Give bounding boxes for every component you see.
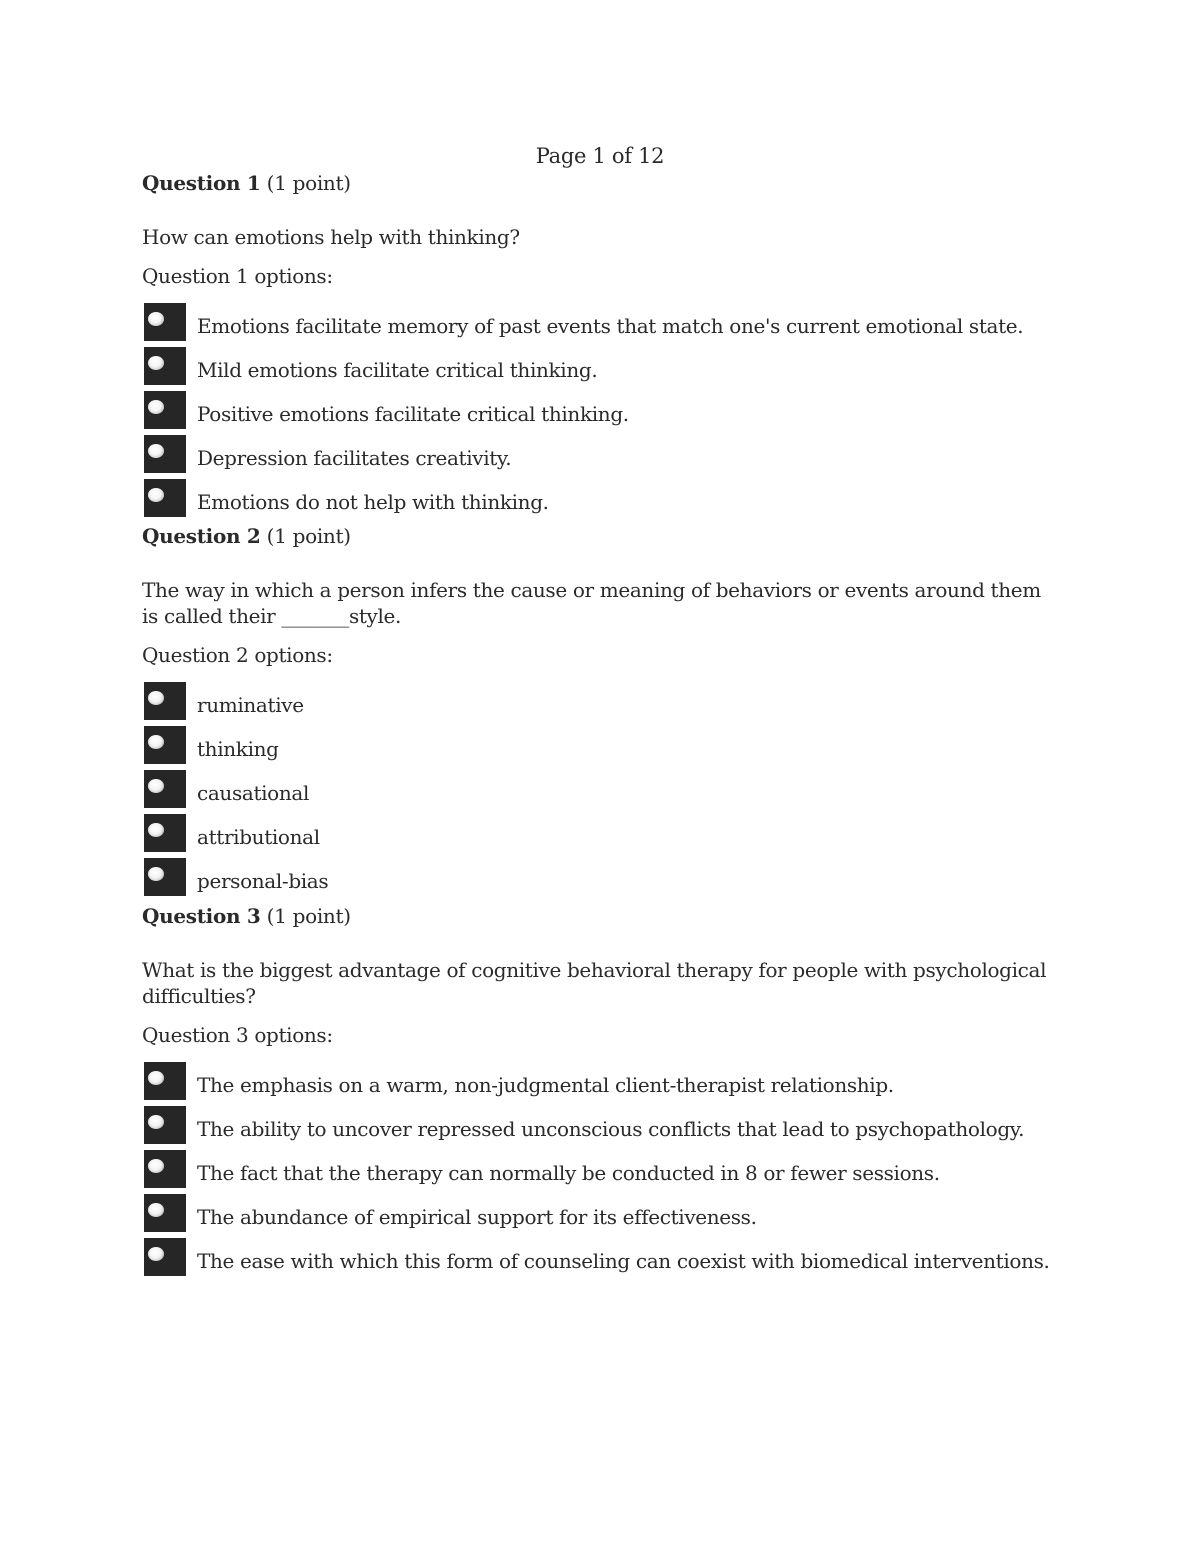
option-label: causational [197, 781, 310, 805]
radio-button[interactable] [144, 303, 186, 341]
radio-button[interactable] [144, 858, 186, 896]
radio-button[interactable] [144, 1106, 186, 1144]
page-number: Page 1 of 12 [535, 144, 665, 168]
radio-button[interactable] [144, 391, 186, 429]
question-title: Question 3 [142, 904, 261, 928]
question-title: Question 1 [142, 171, 261, 195]
radio-dot-icon [148, 488, 164, 502]
question-points: (1 point) [266, 171, 351, 195]
question-heading [142, 170, 1062, 196]
option-label: Emotions do not help with thinking. [197, 490, 549, 514]
radio-button[interactable] [144, 1062, 186, 1100]
question-text: How can emotions help with thinking? [142, 225, 520, 249]
option-label: The fact that the therapy can normally be conducted in 8 or fewer sessions. [197, 1161, 940, 1185]
radio-dot-icon [148, 735, 164, 749]
options-label: Question 3 options: [142, 1023, 333, 1047]
option-item [142, 1194, 1062, 1238]
question-title: Question 2 [142, 524, 261, 548]
question-3 [142, 903, 1062, 1282]
question-points: (1 point) [266, 904, 351, 928]
radio-button[interactable] [144, 814, 186, 852]
radio-dot-icon [148, 1159, 164, 1173]
option-item [142, 347, 1062, 391]
option-item [142, 391, 1062, 435]
option-item [142, 435, 1062, 479]
radio-dot-icon [148, 867, 164, 881]
radio-dot-icon [148, 1203, 164, 1217]
option-item [142, 814, 1062, 858]
option-label: The abundance of empirical support for its effectiveness. [197, 1205, 757, 1229]
radio-button[interactable] [144, 1194, 186, 1232]
option-label: personal-bias [197, 869, 329, 893]
radio-button[interactable] [144, 682, 186, 720]
radio-dot-icon [148, 356, 164, 370]
option-item [142, 726, 1062, 770]
radio-dot-icon [148, 1071, 164, 1085]
question-2 [142, 523, 1062, 902]
question-points: (1 point) [266, 524, 351, 548]
option-item [142, 770, 1062, 814]
option-label: attributional [197, 825, 320, 849]
radio-dot-icon [148, 1247, 164, 1261]
option-label: Depression facilitates creativity. [197, 446, 512, 470]
option-label: The ability to uncover repressed unconscious conflicts that lead to psychopathology. [197, 1117, 1025, 1141]
question-text: The way in which a person infers the cause or meaning of behaviors or events around them is called their _______style. [142, 578, 1041, 628]
question-1 [142, 170, 1062, 523]
option-item [142, 479, 1062, 523]
radio-dot-icon [148, 823, 164, 837]
options-list [142, 303, 1062, 523]
option-item [142, 303, 1062, 347]
options-list [142, 1062, 1062, 1282]
question-text: What is the biggest advantage of cognitive behavioral therapy for people with psychological difficulties? [142, 958, 1047, 1008]
option-item [142, 1150, 1062, 1194]
question-heading [142, 903, 1062, 929]
radio-button[interactable] [144, 435, 186, 473]
option-item [142, 858, 1062, 902]
radio-button[interactable] [144, 1238, 186, 1276]
radio-button[interactable] [144, 479, 186, 517]
radio-button[interactable] [144, 1150, 186, 1188]
radio-dot-icon [148, 779, 164, 793]
option-item [142, 682, 1062, 726]
radio-button[interactable] [144, 726, 186, 764]
option-label: ruminative [197, 693, 304, 717]
options-list [142, 682, 1062, 902]
option-label: thinking [197, 737, 279, 761]
option-item [142, 1238, 1062, 1282]
options-label: Question 1 options: [142, 264, 333, 288]
option-label: Positive emotions facilitate critical thinking. [197, 402, 629, 426]
radio-dot-icon [148, 444, 164, 458]
option-item [142, 1106, 1062, 1150]
option-label: The ease with which this form of counseling can coexist with biomedical interventions. [197, 1249, 1050, 1273]
options-label: Question 2 options: [142, 643, 333, 667]
option-item [142, 1062, 1062, 1106]
option-label: The emphasis on a warm, non-judgmental client-therapist relationship. [197, 1073, 894, 1097]
radio-dot-icon [148, 312, 164, 326]
radio-dot-icon [148, 1115, 164, 1129]
radio-button[interactable] [144, 347, 186, 385]
radio-dot-icon [148, 400, 164, 414]
question-heading [142, 523, 1062, 549]
option-label: Mild emotions facilitate critical thinking. [197, 358, 598, 382]
radio-dot-icon [148, 691, 164, 705]
radio-button[interactable] [144, 770, 186, 808]
option-label: Emotions facilitate memory of past events that match one's current emotional state. [197, 314, 1024, 338]
